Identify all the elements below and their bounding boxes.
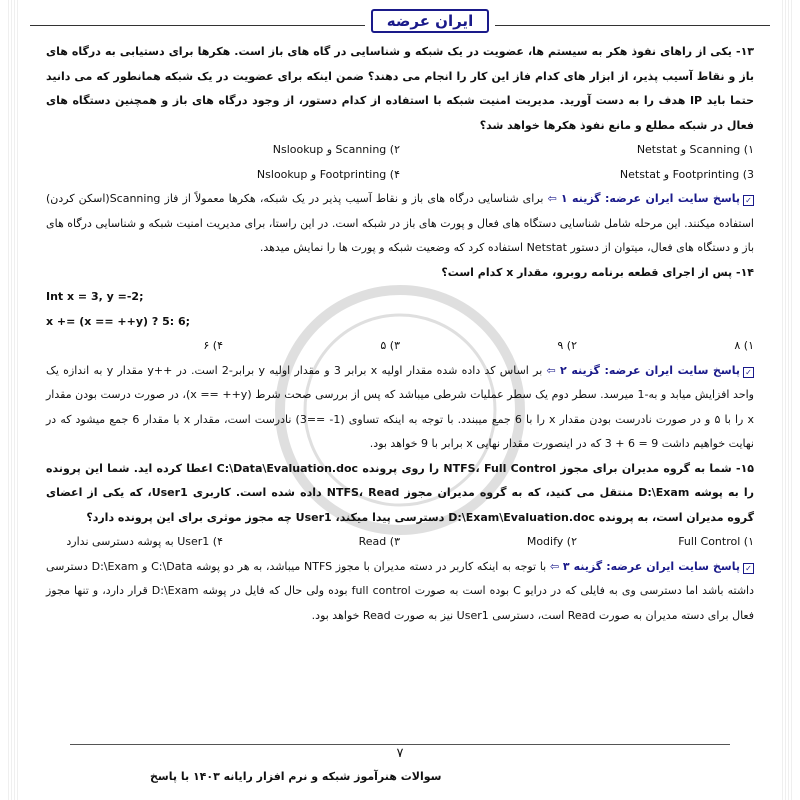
question-13: ۱۳- یکی از راهای نفوذ هکر به سیستم ها، عضویت در یک شبکه و شناسایی در گاه های باز است. هکرها برای دستیابی به درگاه های باز و نقاط آسیب پذیر، از ابزار های کدام فاز این کار را انجام می دهند؟ ضمن اینکه برای عضویت در یک شبکه همانطور که می دانید حتما باید IP هدف را به دست آورید. مدیریت امنیت شبکه با استفاده از کدام دستور، از وجود درگاه های باز و همچنین دستگاه های فعال در شبکه مطلع و مانع نفوذ هکرها خواهد شد؟ [46,45,754,132]
page-number: ۷ [396,746,404,761]
footer-divider [70,744,730,745]
option-1: ۱) ۸ [734,339,754,352]
checkbox-icon: ✓ [743,367,754,378]
page-border-right [782,0,792,800]
arrow-icon: ⇦ [549,559,560,573]
option-1: ۱) Scanning و Netstat [636,143,754,156]
page-header [30,8,770,34]
answer-14 [46,359,754,457]
option-1: ۱) Full Control [678,535,754,548]
page-border-left [8,0,18,800]
option-2: ۲) Scanning و Nslookup [272,143,400,156]
answer-text: برای شناسایی درگاه های باز و نقاط آسیب پذیر در یک شبکه، هکرها معمولاً از فاز Scanning(اسکن کردن) استفاده میکنند. این مرحله شامل شناسایی دستگاه های فعال و پورت های باز در شبکه است. در این راستا، برای مدیریت امنیت شبکه و شناسایی درگاه های باز و دستگاه های فعال، میتوان از دستور Netstat استفاده کرد که وضعیت شبکه و پورت ها را نمایش میدهد. [46,192,754,254]
logo-text: ایران عرضه [371,9,489,33]
option-4: ۴) User1 به پوشه دسترسی ندارد [66,535,223,548]
answer-label: پاسخ سایت ایران عرضه: گزینه ۲ [560,363,740,377]
checkbox-icon: ✓ [743,563,754,574]
answer-text: بر اساس کد داده شده مقدار اولیه x برابر 3 و مقدار اولیه y برابر-2 است. در ++y مقدار y به اندازه یک واحد افزایش میابد و به-1 میرسد. سطر دوم یک سطر عملیات شرطی میباشد که پس از بررسی صحت شرط (x == ++y)، در صورت درست بودن مقدار x را با ۵ و در صورت نادرست بودن مقدار x را با 6 جمع میبندد. با توجه به اینکه تساوی (1- ==3) نادرست است، مقدار x با مقدار 6 جمع میشود که در نهایت خواهیم داشت 9 = 6 + 3 که در اینصورت مقدار نهایی x برابر با 9 خواهد بود. [46,363,754,450]
option-4: ۴) ۶ [203,339,223,352]
page-footer [30,740,770,790]
answer-label: پاسخ سایت ایران عرضه: گزینه ۳ [562,559,740,573]
option-2: ۲) Modify [526,535,577,548]
answer-13 [46,187,754,261]
option-4: ۴) Footprinting و Nslookup [256,167,400,181]
footer-title: سوالات هنرآموز شبکه و نرم افزار رایانه ۱۴۰۳ با پاسخ [150,770,442,783]
question-14: ۱۴- پس از اجرای قطعه برنامه روبرو، مقدار x کدام است؟ [441,265,754,279]
question-13-options-row1 [46,138,754,163]
option-2: ۲) ۹ [557,339,577,352]
option-3: 3) Footprinting و Netstat [619,167,754,181]
question-14-options [46,334,754,359]
question-15: ۱۵- شما به گروه مدیران برای مجوز NTFS، Full Control را روی پرونده C:\Data\Evaluation.doc اعطا کرده اید. شما این پرونده را به پوشه D:\Exam منتقل می کنید، که به گروه مدیران مجوز NTFS، Read داده شده است. کاربری User1، که یکی از اعضای گروه مدیران است، به پرونده D:\Exam\Evaluation.doc دسترسی پیدا میکند، User1 چه مجوز موثری برای این پرونده دارد؟ [46,461,755,524]
question-13-options-row2 [46,163,754,188]
arrow-icon: ⇦ [547,192,557,205]
arrow-icon: ⇦ [546,363,556,377]
answer-label: پاسخ سایت ایران عرضه: گزینه ۱ [560,192,740,205]
code-line-1: Int x = 3, y =-2; [46,290,144,303]
logo [365,8,495,34]
answer-15 [46,555,754,629]
code-line-2: x += (x == ++y) ? 5: 6; [46,314,191,328]
option-3: ۳) Read [358,535,400,548]
option-3: ۳) ۵ [380,339,400,352]
checkbox-icon: ✓ [743,195,754,206]
document-body [46,40,754,628]
answer-text: با توجه به اینکه کاربر در دسته مدیران با مجوز NTFS میباشد، به هر دو پوشه C:\Data و D:\Exam دسترسی داشته باشد اما دسترسی وی به فایلی که در درایو C بوده است به صورت full control بوده ولی حال که فایل در پوشه D:\Exam قرار دارد، و تنها مجوز فعال برای دسته مدیران به صورت Read است، دسترسی User1 نیز به صورت Read خواهد بود. [46,559,754,622]
question-15-options [46,530,754,555]
